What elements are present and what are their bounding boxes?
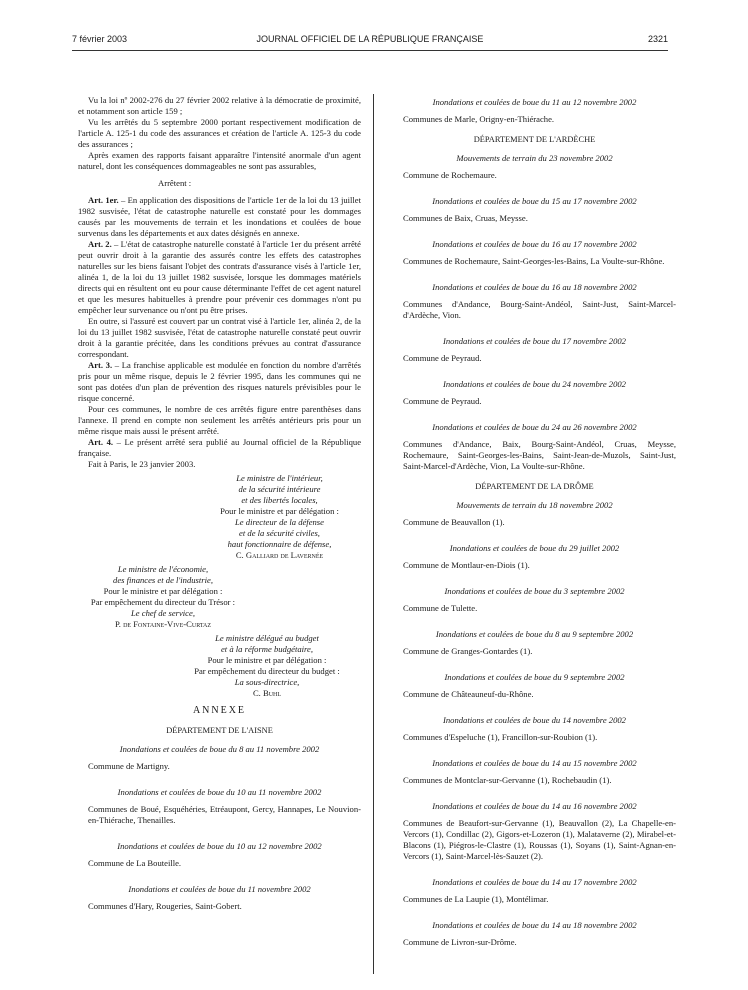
event-heading: Inondations et coulées de boue du 15 au 17 novembre 2002	[432, 196, 637, 206]
signature-line: Pour le ministre et par délégation :	[220, 506, 339, 516]
commune-list: Communes de Montclar-sur-Gervanne (1), Rochebaudin (1).	[403, 775, 612, 785]
commune-list: Communes d'Andance, Baix, Bourg-Saint-Andéol, Cruas, Meysse, Rochemaure, Saint-Georges-les-Bains, Saint-Jean-de-Muzols, Saint-Just, Saint-Marcel-d'Ardèche, Vion, La Voulte-sur-Rhône.	[403, 439, 676, 471]
commune-list: Commune de Livron-sur-Drôme.	[403, 937, 517, 947]
article-text: – La franchise applicable est modulée en fonction du nombre d'arrêtés pris pour un même risque, depuis le 2 février 1995, dans les communes qui ne sont pas dotées d'un plan de prévention des risques naturels prévisibles pour le risque concerné.	[78, 360, 361, 403]
article-label: Art. 4.	[88, 437, 114, 447]
commune-list: Commune de Peyraud.	[403, 353, 482, 363]
commune-list: Commune de La Bouteille.	[88, 858, 182, 868]
event-heading: Inondations et coulées de boue du 8 au 11 novembre 2002	[119, 744, 320, 754]
signature-line: et de la sécurité civiles,	[239, 528, 320, 538]
signature-block-interior	[78, 473, 361, 561]
department-heading: DÉPARTEMENT DE L'AISNE	[166, 726, 273, 735]
header-rule	[72, 50, 668, 51]
commune-list: Commune de Tulette.	[403, 603, 478, 613]
commune-list: Communes de Rochemaure, Saint-Georges-les-Bains, La Voulte-sur-Rhône.	[403, 256, 665, 266]
commune-list: Communes de Boué, Esquéhéries, Etréaupont, Gercy, Hannapes, Le Nouvion-en-Thiérache, Thenailles.	[88, 804, 361, 825]
signature-line: Le ministre de l'économie,	[117, 564, 209, 574]
event-heading: Inondations et coulées de boue du 3 septembre 2002	[444, 586, 625, 596]
article-label: Art. 2.	[88, 239, 112, 249]
event-heading: Inondations et coulées de boue du 11 au 12 novembre 2002	[432, 97, 637, 107]
commune-list: Commune de Martigny.	[88, 761, 170, 771]
signatory-name: C. Galliard de Lavernée	[235, 550, 324, 560]
commune-list: Commune de Châteauneuf-du-Rhône.	[403, 689, 534, 699]
event-heading: Inondations et coulées de boue du 9 septembre 2002	[444, 672, 625, 682]
signature-line: des finances et de l'industrie,	[113, 575, 213, 585]
commune-list: Commune de Peyraud.	[403, 396, 482, 406]
event-heading: Mouvements de terrain du 18 novembre 2002	[456, 500, 613, 510]
commune-list: Communes d'Espeluche (1), Francillon-sur-Roubion (1).	[403, 732, 598, 742]
event-heading: Inondations et coulées de boue du 24 au 26 novembre 2002	[432, 422, 637, 432]
right-column	[393, 97, 676, 963]
signature-line: Le ministre de l'intérieur,	[236, 473, 323, 483]
signature-block-economy	[78, 564, 248, 630]
commune-list: Communes de La Laupie (1), Montélimar.	[403, 894, 549, 904]
signature-line: Le directeur de la défense	[235, 517, 324, 527]
signature-line: et des libertés locales,	[241, 495, 318, 505]
commune-list: Communes d'Hary, Rougeries, Saint-Gobert.	[88, 901, 242, 911]
column-divider	[373, 94, 374, 974]
annexe-heading: ANNEXE	[192, 705, 247, 716]
commune-list: Communes de Beaufort-sur-Gervanne (1), Beauvallon (2), La Chapelle-en-Vercors (1), Condillac (2), Gigors-et-Lozeron (1), Malataverne (2), Mirabel-et-Blacons (1), Piégros-le-Clastre (1), Roussas (1), Soyans (1), Saint-Agnan-en-Vercors (1), Saint-Marcel-lès-Sauzet (2).	[403, 818, 676, 861]
signature-line: et à la réforme budgétaire,	[220, 644, 314, 654]
commune-list: Communes de Baix, Cruas, Meysse.	[403, 213, 528, 223]
header-title: JOURNAL OFFICIEL DE LA RÉPUBLIQUE FRANÇAISE	[256, 34, 484, 44]
signature-date: Fait à Paris, le 23 janvier 2003.	[88, 459, 196, 469]
commune-list: Communes de Marle, Origny-en-Thiérache.	[403, 114, 555, 124]
signature-line: Pour le ministre et par délégation :	[207, 655, 327, 665]
visa-paragraph: Vu la loi nº 2002-276 du 27 février 2002 relative à la démocratie de proximité, et notamment son article 159 ;	[78, 95, 361, 116]
article-2	[78, 239, 361, 316]
commune-list: Commune de Montlaur-en-Diois (1).	[403, 560, 530, 570]
event-heading: Mouvements de terrain du 23 novembre 2002	[456, 153, 613, 163]
article-text: – En application des dispositions de l'article 1er de la loi du 13 juillet 1982 susvisée, l'état de catastrophe naturelle est constaté pour les dommages causés par les mouvements de terrain et les inondations et coulées de boue survenus dans les départements et aux dates désignés en annexe.	[78, 195, 361, 238]
article-1	[78, 195, 361, 239]
header-page-number: 2321	[647, 34, 668, 44]
signature-line: Par empêchement du directeur du budget :	[194, 666, 340, 676]
visa-paragraph: Vu les arrêtés du 5 septembre 2000 portant respectivement modification de l'article A. 125-1 du code des assurances et création de l'article A. 125-3 du code des assurances ;	[78, 117, 361, 149]
article-3	[78, 360, 361, 404]
event-heading: Inondations et coulées de boue du 8 au 9 septembre 2002	[435, 629, 634, 639]
left-column	[78, 95, 361, 927]
visa-paragraph: Après examen des rapports faisant apparaître l'intensité anormale d'un agent naturel, dont les conséquences dommageables ne sont pas assurables,	[78, 150, 361, 171]
event-heading: Inondations et coulées de boue du 16 au 17 novembre 2002	[432, 239, 637, 249]
signature-line: Le ministre délégué au budget	[215, 633, 319, 643]
signature-line: Par empêchement du directeur du Trésor :	[90, 597, 236, 607]
page-header	[72, 34, 668, 50]
arretent-heading: Arrêtent :	[158, 178, 192, 188]
commune-list: Communes d'Andance, Bourg-Saint-Andéol, Saint-Just, Saint-Marcel-d'Ardèche, Vion.	[403, 299, 676, 320]
event-heading: Inondations et coulées de boue du 14 au 18 novembre 2002	[432, 920, 637, 930]
commune-list: Commune de Rochemaure.	[403, 170, 497, 180]
commune-list: Commune de Granges-Gontardes (1).	[403, 646, 533, 656]
header-date: 7 février 2003	[72, 34, 128, 44]
event-heading: Inondations et coulées de boue du 24 novembre 2002	[443, 379, 626, 389]
signature-block-budget	[78, 633, 361, 699]
signature-line: haut fonctionnaire de défense,	[227, 539, 332, 549]
event-heading: Inondations et coulées de boue du 10 au 11 novembre 2002	[117, 787, 322, 797]
signature-line: de la sécurité intérieure	[238, 484, 321, 494]
signatory-name: P. de Fontaine-Vive-Curtaz	[114, 619, 212, 629]
department-heading: DÉPARTEMENT DE LA DRÔME	[475, 482, 594, 491]
article-3-continued: Pour ces communes, le nombre de ces arrêtés figure entre parenthèses dans l'annexe. Il prend en compte non seulement les arrêtés antérieurs pris pour un même risque mais aussi le présent arrêté.	[78, 404, 361, 436]
article-label: Art. 3.	[88, 360, 113, 370]
department-heading: DÉPARTEMENT DE L'ARDÈCHE	[473, 135, 596, 144]
event-heading: Inondations et coulées de boue du 29 juillet 2002	[449, 543, 620, 553]
signature-line: Pour le ministre et par délégation :	[103, 586, 223, 596]
article-2-continued: En outre, si l'assuré est couvert par un contrat visé à l'article 1er, alinéa 2, de la loi du 13 juillet 1982 susvisée, l'état de catastrophe naturelle constaté peut ouvrir droit à la garantie précitée, dans les conditions prévues au contrat d'assurance correspondant.	[78, 316, 361, 359]
article-label: Art. 1er.	[88, 195, 119, 205]
event-heading: Inondations et coulées de boue du 14 au 15 novembre 2002	[432, 758, 637, 768]
event-heading: Inondations et coulées de boue du 14 novembre 2002	[443, 715, 626, 725]
commune-list: Commune de Beauvallon (1).	[403, 517, 505, 527]
signature-line: La sous-directrice,	[234, 677, 300, 687]
event-heading: Inondations et coulées de boue du 14 au 17 novembre 2002	[432, 877, 637, 887]
event-heading: Inondations et coulées de boue du 16 au 18 novembre 2002	[432, 282, 637, 292]
article-text: – L'état de catastrophe naturelle constaté à l'article 1er du présent arrêté peut ouvrir droit à la garantie des assurés contre les effets des catastrophes naturelles sur les biens faisant l'objet des contrats d'assurance visés à l'article 1er, alinéa 1, de la loi du 13 juillet 1982 susvisée, lorsque les dommages matériels directs qui en résultent ont eu pour cause déterminante l'effet de cet agent naturel et que les mesures habituelles à prendre pour prévenir ces dommages n'ont pu empêcher leur survenance ou n'ont pu être prises.	[78, 239, 361, 315]
event-heading: Inondations et coulées de boue du 11 novembre 2002	[128, 884, 311, 894]
signature-line: Le chef de service,	[131, 608, 195, 618]
article-text: – Le présent arrêté sera publié au Journal officiel de la République française.	[78, 437, 362, 458]
signatory-name: C. Buhl	[252, 688, 282, 698]
event-heading: Inondations et coulées de boue du 10 au 12 novembre 2002	[117, 841, 322, 851]
article-4	[78, 437, 361, 459]
event-heading: Inondations et coulées de boue du 14 au 16 novembre 2002	[432, 801, 637, 811]
event-heading: Inondations et coulées de boue du 17 novembre 2002	[443, 336, 626, 346]
